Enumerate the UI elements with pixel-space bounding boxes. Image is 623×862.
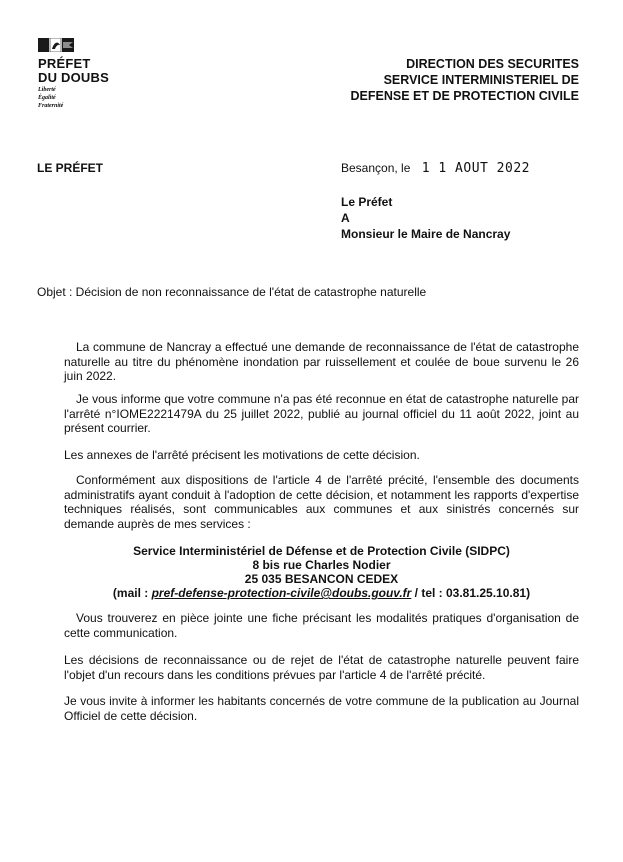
paragraph-request bbox=[64, 340, 579, 384]
direction-line-1: DIRECTION DES SECURITES bbox=[406, 57, 579, 71]
contact-prefix: (mail : bbox=[112, 586, 152, 600]
logo-title-line2: DU DOUBS bbox=[38, 70, 109, 85]
motto-fraternite: Fraternité bbox=[38, 103, 64, 109]
logo-title-line1: PRÉFET bbox=[38, 56, 91, 71]
paragraph-documents-text: Conformément aux dispositions de l'article 4 de l'arrêté précité, l'ensemble des documents administratifs ayant conduit à l'adoption de cette décision, et notamment les rapports d'expertise techniques réalisés, sont communicables aux communes et aux sinistrés concernés sur demande auprès de mes services : bbox=[64, 473, 579, 531]
paragraph-decision bbox=[64, 392, 579, 436]
paragraph-documents bbox=[64, 473, 579, 531]
date-stamp: 1 1 AOUT 2022 bbox=[421, 161, 530, 176]
paragraph-attachment bbox=[64, 611, 579, 640]
paragraph-attachment-text: Vous trouverez en pièce jointe une fiche précisant les modalités pratiques d'organisation de cette communication. bbox=[64, 611, 579, 640]
paragraph-decision-text: Je vous informe que votre commune n'a pas été reconnue en état de catastrophe naturelle par l'arrêté n°IOME2221479A du 25 juillet 2022, publié au journal officiel du 11 août 2022, joint au présent courrier. bbox=[64, 392, 579, 435]
paragraph-inform bbox=[64, 694, 579, 723]
paragraph-appeal-text: Les décisions de reconnaissance ou de rejet de l'état de catastrophe naturelle peuvent faire l'objet d'un recours dans les conditions prévues par l'article 4 de l'arrêté précité. bbox=[64, 653, 579, 682]
service-street: 8 bis rue Charles Nodier bbox=[252, 558, 391, 572]
recipient-line-2: A bbox=[341, 211, 350, 225]
paragraph-request-text: La commune de Nancray a effectué une demande de reconnaissance de l'état de catastrophe naturelle au titre du phénomène inondation par ruissellement et coulée de boue survenu le 26 juin 2022. bbox=[64, 340, 579, 383]
service-email-link[interactable]: pref-defense-protection-civile@doubs.gouv.fr bbox=[151, 586, 412, 600]
date-line bbox=[341, 161, 530, 176]
paragraph-inform-text: Je vous invite à informer les habitants concernés de votre commune de la publication au Journal Officiel de cette décision. bbox=[64, 694, 579, 723]
motto-liberte: Liberté bbox=[38, 87, 56, 93]
recipient-line-3: Monsieur le Maire de Nancray bbox=[341, 227, 511, 241]
sender-label: LE PRÉFET bbox=[37, 161, 104, 175]
recipient-block bbox=[341, 194, 510, 242]
object-line: Objet : Décision de non reconnaissance de l'état de catastrophe naturelle bbox=[37, 285, 427, 299]
marianne-logo-icon bbox=[38, 38, 74, 52]
direction-line-2: SERVICE INTERMINISTERIEL DE bbox=[383, 73, 579, 87]
contact-suffix: / tel : 03.81.25.10.81) bbox=[411, 586, 531, 600]
place-label: Besançon, le bbox=[341, 161, 411, 175]
service-name: Service Interministériel de Défense et de Protection Civile (SIDPC) bbox=[133, 544, 510, 558]
direction-header bbox=[351, 56, 580, 104]
paragraph-annexes-text: Les annexes de l'arrêté précisent les motivations de cette décision. bbox=[64, 448, 420, 462]
direction-line-3: DEFENSE ET DE PROTECTION CIVILE bbox=[350, 89, 579, 103]
paragraph-annexes bbox=[64, 448, 579, 463]
recipient-line-1: Le Préfet bbox=[341, 195, 393, 209]
motto-egalite: Égalité bbox=[38, 95, 56, 101]
service-city: 25 035 BESANCON CEDEX bbox=[244, 572, 399, 586]
service-contact-line bbox=[64, 586, 579, 600]
service-contact-block bbox=[64, 544, 579, 600]
paragraph-appeal bbox=[64, 653, 579, 682]
